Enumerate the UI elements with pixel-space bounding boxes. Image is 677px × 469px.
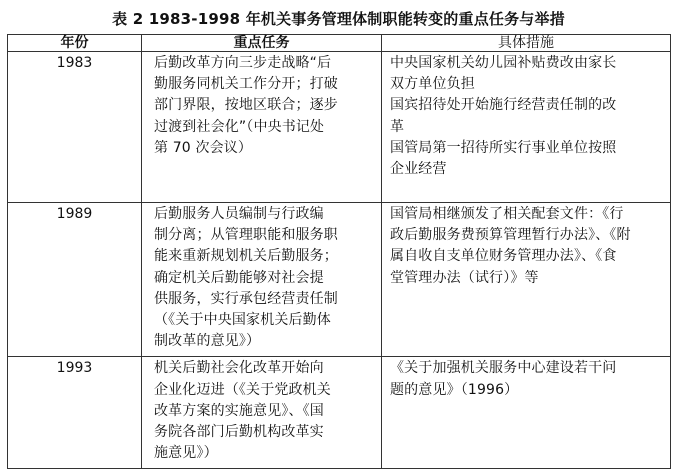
reform-table bbox=[7, 34, 671, 469]
table-title: 表 2 1983-1998 年机关事务管理体制职能转变的重点任务与举措 bbox=[112, 10, 565, 28]
measure-line: 堂管理办法（试行）》等 bbox=[390, 269, 539, 286]
measure-line: 国管局相继颁发了相关配套文件：《行 bbox=[390, 206, 624, 222]
task-line: 确定机关后勤能够对社会提 bbox=[154, 269, 324, 286]
measure-line: 国管局第一招待所实行事业单位按照 bbox=[390, 139, 617, 156]
year-cell bbox=[8, 357, 142, 469]
task-line: （《关于中央国家机关后勤体 bbox=[154, 312, 331, 329]
header-tasks: 重点任务 bbox=[142, 35, 382, 52]
measure-line: 国宾招待处开始施行经营责任制的改 bbox=[390, 97, 617, 114]
year-value: 1993 bbox=[56, 360, 93, 377]
measure-line: 属自收自支单位财务管理办法》、《食 bbox=[390, 248, 617, 265]
year-cell bbox=[8, 203, 142, 357]
header-year: 年份 bbox=[8, 35, 142, 52]
measures-cell bbox=[382, 357, 671, 469]
measure-line: 企业经营 bbox=[390, 161, 447, 178]
measure-line: 政后勤服务费预算管理暂行办法》、《附 bbox=[390, 227, 631, 244]
tasks-cell bbox=[142, 203, 382, 357]
task-line: 制分离；从管理职能和服务职 bbox=[154, 227, 338, 244]
table-row bbox=[8, 52, 671, 203]
task-line: 企业化迈进（《关于党政机关 bbox=[154, 381, 331, 398]
measure-line: 双方单位负担 bbox=[390, 76, 475, 93]
table-row bbox=[8, 357, 671, 469]
measure-line: 中央国家机关幼儿园补贴费改由家长 bbox=[390, 55, 617, 71]
task-line: 后勤服务人员编制与行政编 bbox=[154, 206, 324, 222]
tasks-cell bbox=[142, 357, 382, 469]
task-line: 务院各部门后勤机构改革实 bbox=[154, 424, 324, 441]
measure-line: 题的意见》（1996） bbox=[390, 381, 519, 398]
measures-cell bbox=[382, 203, 671, 357]
task-line: 后勤改革方向三步走战略“后 bbox=[154, 55, 332, 71]
measures-cell bbox=[382, 52, 671, 203]
tasks-cell bbox=[142, 52, 382, 203]
year-cell bbox=[8, 52, 142, 203]
task-line: 制改革的意见》） bbox=[154, 333, 261, 350]
header-row bbox=[8, 35, 671, 52]
header-measures: 具体措施 bbox=[382, 35, 671, 52]
task-line: 机关后勤社会化改革开始向 bbox=[154, 360, 324, 377]
task-line: 改革方案的实施意见》、《国 bbox=[154, 402, 324, 419]
task-line: 施意见》） bbox=[154, 445, 218, 462]
task-line: 部门界限，按地区联合；逐步 bbox=[154, 97, 338, 114]
task-line: 勤服务同机关工作分开；打破 bbox=[154, 76, 338, 93]
measure-line: 《关于加强机关服务中心建设若干问 bbox=[390, 360, 617, 377]
task-line: 供服务，实行承包经营责任制 bbox=[154, 290, 338, 307]
task-line: 第 70 次会议） bbox=[154, 139, 253, 156]
task-line: 能来重新规划机关后勤服务； bbox=[154, 248, 338, 265]
year-value: 1989 bbox=[56, 206, 93, 222]
year-value: 1983 bbox=[56, 55, 93, 71]
measure-line: 革 bbox=[390, 118, 405, 135]
task-line: 过渡到社会化”（中央书记处 bbox=[154, 118, 325, 135]
table-row bbox=[8, 203, 671, 357]
